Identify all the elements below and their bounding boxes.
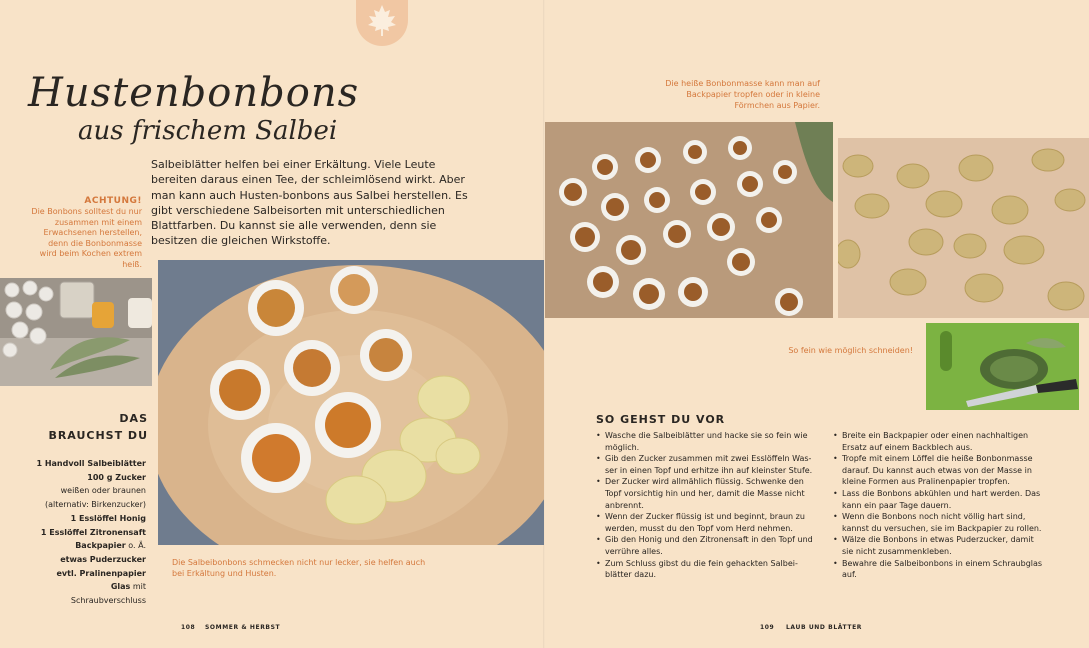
warning-text: Die Bonbons solltest du nur zusammen mit einem Erwachsenen herstellen, denn die Bonbonmasse wird beim Kochen extrem heiß. <box>31 207 142 269</box>
ingredient-note: weißen oder braunen <box>60 486 146 496</box>
ingredients-title-line2: BRAUCHST DU <box>48 429 148 442</box>
howto-step: • Wenn der Zucker flüssig ist und beginnt, braun zu werden, musst du den Topf vom Herd nehmen. <box>596 511 814 534</box>
top-right-caption: Die heiße Bonbonmasse kann man auf Backpapier tropfen oder in kleine Förmchen aus Papier. <box>665 79 820 110</box>
paper-cups-photo <box>545 122 833 318</box>
cutting-photo <box>926 323 1079 410</box>
ingredient-name: evtl. Pralinenpapier <box>56 568 146 578</box>
howto-step: • Lass die Bonbons abkühlen und hart werden. Das kann ein paar Tage dauern. <box>833 488 1045 511</box>
drops-photo <box>838 138 1089 318</box>
ingredient-name: 1 Esslöffel Honig <box>70 513 146 523</box>
footer-left-section: SOMMER & HERBST <box>205 624 281 631</box>
ingredient-item <box>20 553 146 567</box>
main-photo <box>158 260 544 545</box>
howto-step: • Tropfe mit einem Löffel die heiße Bonbonmasse darauf. Du kannst auch etwas von der Masse in kleine Formen aus Pralinenpapier tropfen. <box>833 453 1045 488</box>
howto-step: • Der Zucker wird allmählich flüssig. Schwenke den Topf vorsichtig hin und her, damit die Masse nicht anbrennt. <box>596 476 814 511</box>
ingredient-name: 1 Esslöffel Zitronensaft <box>40 527 146 537</box>
ingredient-note: Schraubverschluss <box>70 596 146 606</box>
ingredient-item <box>20 498 146 512</box>
howto-steps-col1 <box>596 430 814 581</box>
page-subtitle: aus frischem Salbei <box>78 116 338 146</box>
ingredient-note: o. Ä. <box>125 541 146 551</box>
ingredient-item <box>20 526 146 540</box>
ingredient-name: etwas Puderzucker <box>60 554 146 564</box>
intro-text: Salbeiblätter helfen bei einer Erkältung. Viele Leute bereiten daraus einen Tee, der schleimlösend wirkt. Aber man kann auch Husten-bonbons aus Salbei herstellen. Es gibt verschiedene Salbeisorten mit unterschiedlichen Blattfarben. Du kannst sie alle verwenden, denn sie besitzen die gleichen Wirkstoffe. <box>151 158 468 248</box>
ingredients-title <box>30 410 148 444</box>
howto-steps-col2 <box>833 430 1045 581</box>
ingredient-name: Glas <box>110 582 131 592</box>
howto-step: • Gib den Honig und den Zitronensaft in den Topf und verrühre alles. <box>596 534 814 557</box>
howto-step: • Zum Schluss gibst du die fein gehackten Salbei-blätter dazu. <box>596 558 814 581</box>
ingredients-list <box>20 457 146 608</box>
cutting-caption: So fein wie möglich schneiden! <box>788 346 913 355</box>
ingredient-note: (alternativ: Birkenzucker) <box>44 500 146 510</box>
footer-right-page-number: 109 <box>760 624 775 631</box>
howto-step: • Wälze die Bonbons in etwas Puderzucker, damit sie nicht zusammenkleben. <box>833 534 1045 557</box>
howto-title: SO GEHST DU VOR <box>596 413 726 426</box>
ingredient-item <box>20 567 146 581</box>
howto-step: • Wenn die Bonbons noch nicht völlig hart sind, kannst du versuchen, sie im Backpapier zu rollen. <box>833 511 1045 534</box>
leaf-badge <box>356 0 408 46</box>
main-photo-caption: Die Salbeibonbons schmecken nicht nur lecker, sie helfen auch bei Erkältung und Husten. <box>172 558 426 578</box>
ingredient-item <box>20 457 146 471</box>
ingredients-title-line1: DAS <box>119 412 148 425</box>
ingredient-name: 1 Handvoll Salbeiblätter <box>36 459 146 468</box>
ingredient-item <box>20 580 146 594</box>
ingredients-photo <box>0 278 152 386</box>
footer-right-section: LAUB UND BLÄTTER <box>786 624 862 631</box>
howto-step: • Gib den Zucker zusammen mit zwei Esslöffeln Was-ser in einen Topf und erhitze ihn auf kleinster Stufe. <box>596 453 814 476</box>
ingredient-name: 100 g Zucker <box>87 472 146 482</box>
ingredient-item <box>20 484 146 498</box>
ingredient-note: mit <box>130 582 146 592</box>
ingredient-item <box>20 512 146 526</box>
howto-step: • Bewahre die Salbeibonbons in einem Schraubglas auf. <box>833 558 1045 581</box>
warning-title: ACHTUNG! <box>84 196 142 206</box>
ingredient-item <box>20 594 146 608</box>
howto-step: • Wasche die Salbeiblätter und hacke sie so fein wie möglich. <box>596 430 814 453</box>
footer-left-page-number: 108 <box>181 624 196 631</box>
maple-leaf-icon <box>364 2 400 38</box>
ingredient-name: Backpapier <box>75 541 126 551</box>
howto-step: • Breite ein Backpapier oder einen nachhaltigen Ersatz auf einem Backblech aus. <box>833 430 1045 453</box>
ingredient-item <box>20 471 146 485</box>
ingredient-item <box>20 539 146 553</box>
page-title: Hustenbonbons <box>28 70 360 116</box>
